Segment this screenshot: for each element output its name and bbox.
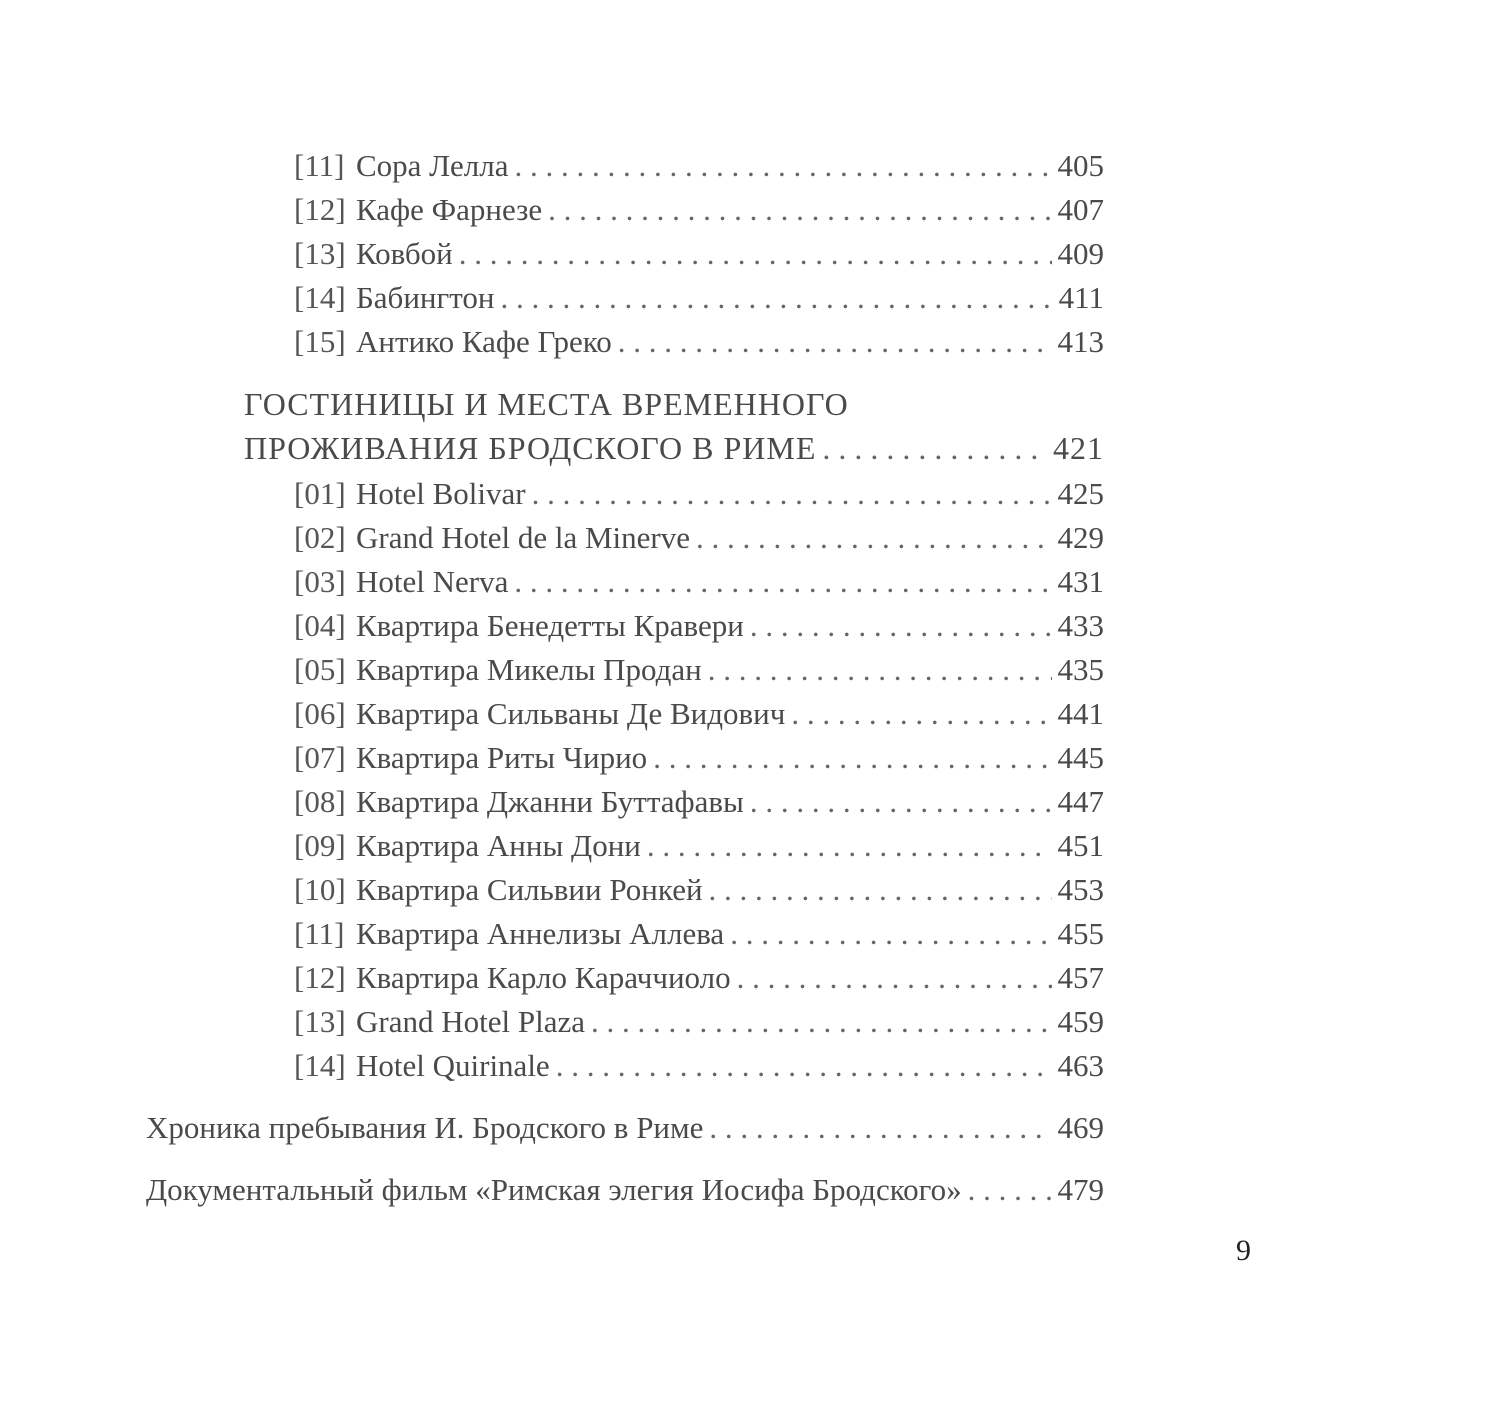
dot-leader [750, 782, 1052, 822]
entry-title: Бабингтон [356, 280, 495, 315]
dot-leader [591, 1002, 1052, 1042]
toc-entry [294, 562, 1104, 602]
toc-entry [294, 474, 1104, 514]
entry-title: Квартира Аннелизы Аллева [356, 916, 725, 951]
entry-title: Квартира Карло Караччиоло [356, 960, 731, 995]
entry-page: 469 [1057, 1110, 1104, 1145]
entry-number: [12] [294, 960, 346, 995]
toc-entry [294, 1046, 1104, 1086]
entry-title: Grand Hotel Plaza [356, 1004, 585, 1039]
toc-entry [294, 738, 1104, 778]
entry-page: 455 [1057, 916, 1104, 951]
toc-entry [294, 146, 1104, 186]
entry-page: 457 [1057, 960, 1104, 995]
entry-page: 433 [1057, 608, 1104, 643]
entry-page: 405 [1057, 148, 1104, 183]
entry-number: [14] [294, 1048, 346, 1083]
dot-leader [532, 474, 1052, 514]
entry-number: [04] [294, 608, 346, 643]
entry-page: 431 [1057, 564, 1104, 599]
toc-entry [294, 826, 1104, 866]
entry-title: Квартира Сильвии Ронкей [356, 872, 703, 907]
section-title-text: ПРОЖИВАНИЯ БРОДСКОГО В РИМЕ [244, 430, 817, 466]
entry-number: [05] [294, 652, 346, 687]
entry-number: [03] [294, 564, 346, 599]
entry-title: Квартира Бенедетты Кравери [356, 608, 744, 643]
entry-number: [08] [294, 784, 346, 819]
entry-number: [10] [294, 872, 346, 907]
dot-leader [709, 870, 1052, 910]
dot-leader [556, 1046, 1052, 1086]
toc-entry [294, 914, 1104, 954]
dot-leader [514, 146, 1051, 186]
dot-leader [618, 322, 1052, 362]
dot-leader [968, 1170, 1052, 1210]
section-title-line-1: ГОСТИНИЦЫ И МЕСТА ВРЕМЕННОГО [244, 386, 849, 422]
entry-page: 445 [1057, 740, 1104, 775]
entry-page: 453 [1057, 872, 1104, 907]
entry-title: Квартира Микелы Продан [356, 652, 702, 687]
entry-number: [09] [294, 828, 346, 863]
entry-page: 413 [1057, 324, 1104, 359]
entry-page: 463 [1057, 1048, 1104, 1083]
dot-leader [647, 826, 1052, 866]
toc-entry [294, 1002, 1104, 1042]
toc-entry [294, 606, 1104, 646]
entry-number: [02] [294, 520, 346, 555]
entry-title: Антико Кафе Греко [356, 324, 612, 359]
dot-leader [730, 914, 1051, 954]
entry-number: [11] [294, 916, 345, 951]
entry-number: [07] [294, 740, 346, 775]
section-page: 421 [1053, 430, 1104, 466]
entry-number: [12] [294, 192, 346, 227]
dot-leader [791, 694, 1051, 734]
entry-title: Grand Hotel de la Minerve [356, 520, 690, 555]
dot-leader [822, 426, 1047, 470]
page-number: 9 [1236, 1234, 1251, 1267]
entry-title: Hotel Bolivar [356, 476, 526, 511]
toc-entry [294, 870, 1104, 910]
toc-entry [294, 958, 1104, 998]
entry-page: 435 [1057, 652, 1104, 687]
toc-entry [294, 650, 1104, 690]
dot-leader [548, 190, 1051, 230]
dot-leader [514, 562, 1051, 602]
entry-page: 409 [1057, 236, 1104, 271]
entry-page: 451 [1057, 828, 1104, 863]
dot-leader [459, 234, 1052, 274]
toc-entry [294, 518, 1104, 558]
entry-title: Hotel Nerva [356, 564, 509, 599]
dot-leader [750, 606, 1052, 646]
dot-leader [709, 1108, 1051, 1148]
entry-page: 429 [1057, 520, 1104, 555]
toc-entry [294, 694, 1104, 734]
entry-title: Квартира Сильваны Де Видович [356, 696, 786, 731]
entry-title: Квартира Анны Дони [356, 828, 641, 863]
dot-leader [737, 958, 1052, 998]
entry-title: Документальный фильм «Римская элегия Иосифа Бродского» [146, 1172, 962, 1207]
toc-entry-chronicle [146, 1108, 1104, 1148]
entry-title: Сора Лелла [356, 148, 509, 183]
entry-title: Квартира Джанни Буттафавы [356, 784, 744, 819]
toc-entry-film [146, 1170, 1104, 1210]
dot-leader [500, 278, 1052, 318]
entry-number: [13] [294, 1004, 346, 1039]
section-title-line-2 [244, 426, 1104, 470]
entry-page: 459 [1057, 1004, 1104, 1039]
toc-entry [294, 278, 1104, 318]
entry-number: [14] [294, 280, 346, 315]
entry-title: Hotel Quirinale [356, 1048, 550, 1083]
entry-title: Хроника пребывания И. Бродского в Риме [146, 1110, 704, 1145]
toc-entry [294, 234, 1104, 274]
entry-page: 411 [1058, 280, 1104, 315]
toc-entry [294, 322, 1104, 362]
entry-number: [13] [294, 236, 346, 271]
entry-title: Квартира Риты Чирио [356, 740, 648, 775]
toc-entry [294, 190, 1104, 230]
dot-leader [696, 518, 1052, 558]
entry-page: 407 [1057, 192, 1104, 227]
entry-page: 479 [1057, 1172, 1104, 1207]
entry-page: 441 [1057, 696, 1104, 731]
entry-number: [11] [294, 148, 345, 183]
entry-title: Кафе Фарнезе [356, 192, 543, 227]
entry-number: [06] [294, 696, 346, 731]
entry-page: 447 [1057, 784, 1104, 819]
toc-entry [294, 782, 1104, 822]
dot-leader [708, 650, 1052, 690]
entry-number: [15] [294, 324, 346, 359]
entry-number: [01] [294, 476, 346, 511]
entry-title: Ковбой [356, 236, 453, 271]
entry-page: 425 [1057, 476, 1104, 511]
dot-leader [653, 738, 1051, 778]
